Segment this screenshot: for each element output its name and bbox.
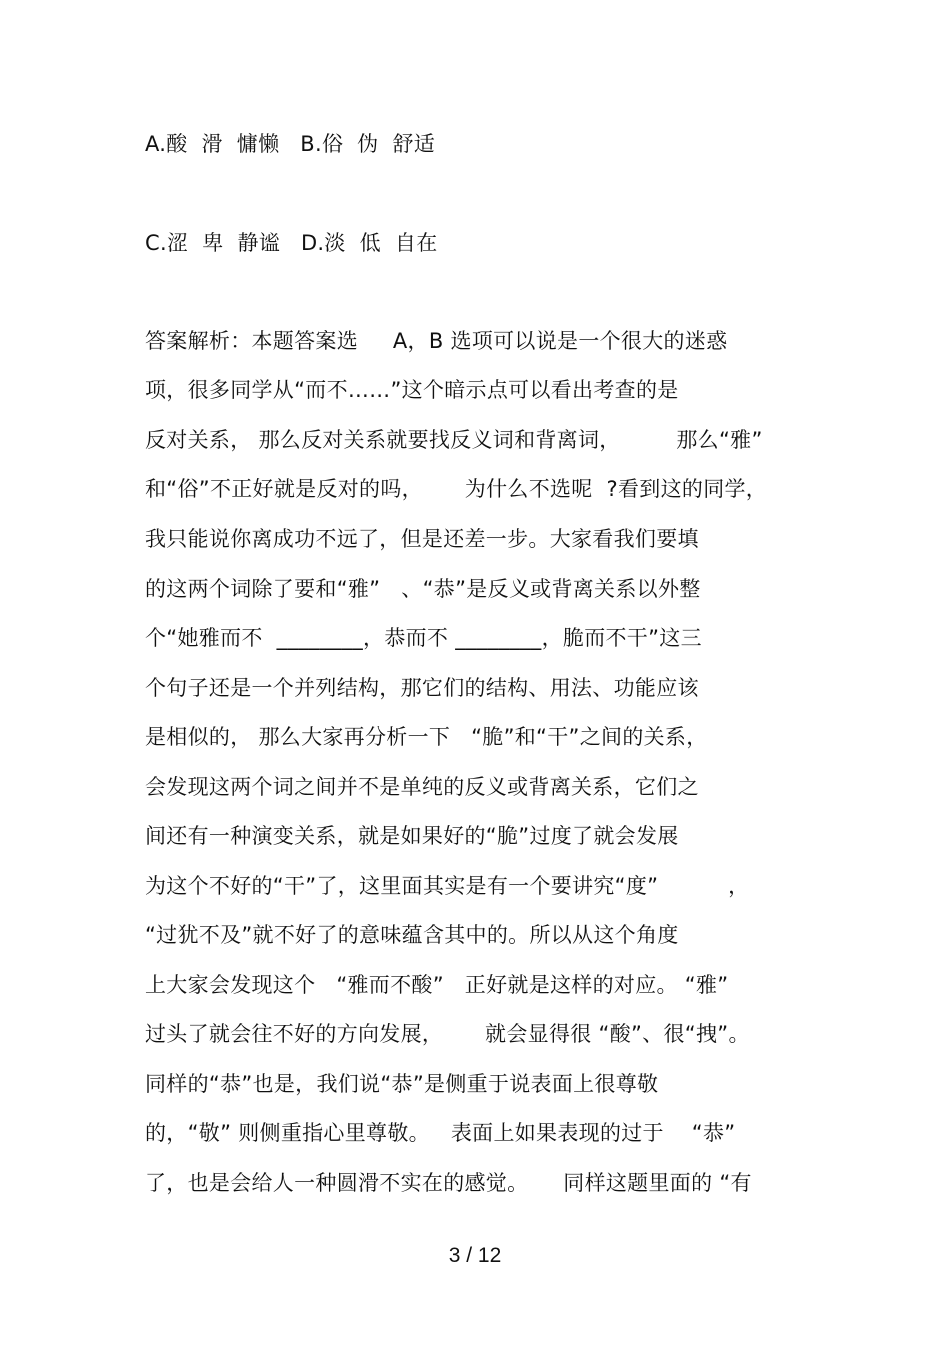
explanation-line: 的这两个词除了要和“雅” 、“恭”是反义或背离关系以外整 bbox=[145, 577, 701, 601]
page-number: 3 / 12 bbox=[448, 1244, 502, 1267]
explanation-line: 为这个不好的“干”了，这里面其实是有一个要讲究“度” ， bbox=[145, 874, 750, 898]
explanation-line: 间还有一种演变关系，就是如果好的“脆”过度了就会发展 bbox=[145, 824, 679, 848]
explanation-line: 会发现这两个词之间并不是单纯的反义或背离关系，它们之 bbox=[145, 775, 699, 799]
explanation-line: 反对关系， 那么反对关系就要找反义词和背离词， 那么“雅” bbox=[145, 428, 763, 452]
explanation-line: 过头了就会往不好的方向发展， 就会显得很 “酸”、很“拽”。 bbox=[145, 1022, 750, 1046]
explanation-line: 同样的“恭”也是，我们说“恭”是侧重于说表面上很尊敬 bbox=[145, 1072, 659, 1096]
explanation-line: “过犹不及”就不好了的意味蕴含其中的。所以从这个角度 bbox=[145, 923, 679, 947]
explanation-line: 和“俗”不正好就是反对的吗， 为什么不选呢 ?看到这的同学， bbox=[145, 477, 768, 501]
option-line-ab: A.酸 滑 慵懒 B.俗 伪 舒适 bbox=[145, 132, 436, 156]
option-line-cd: C.涩 卑 静谧 D.淡 低 自在 bbox=[145, 231, 438, 255]
explanation-line: 项，很多同学从“而不……”这个暗示点可以看出考查的是 bbox=[145, 378, 679, 402]
explanation-line: 个句子还是一个并列结构，那它们的结构、用法、功能应该 bbox=[145, 676, 699, 700]
explanation-line: 了，也是会给人一种圆滑不实在的感觉。 同样这题里面的 “有 bbox=[145, 1171, 752, 1195]
explanation-line: 上大家会发现这个 “雅而不酸” 正好就是这样的对应。 “雅” bbox=[145, 973, 729, 997]
explanation-line: 我只能说你离成功不远了，但是还差一步。大家看我们要填 bbox=[145, 527, 699, 551]
explanation-line: 是相似的， 那么大家再分析一下 “脆”和“干”之间的关系， bbox=[145, 725, 708, 749]
explanation-line: 的，“敬” 则侧重指心里尊敬。 表面上如果表现的过于 “恭” bbox=[145, 1121, 736, 1145]
explanation-line: 个“她雅而不 ________，恭而不 ________，脆而不干”这三 bbox=[145, 626, 702, 650]
explanation-line: 答案解析：本题答案选 A，B 选项可以说是一个很大的迷惑 bbox=[145, 329, 728, 353]
